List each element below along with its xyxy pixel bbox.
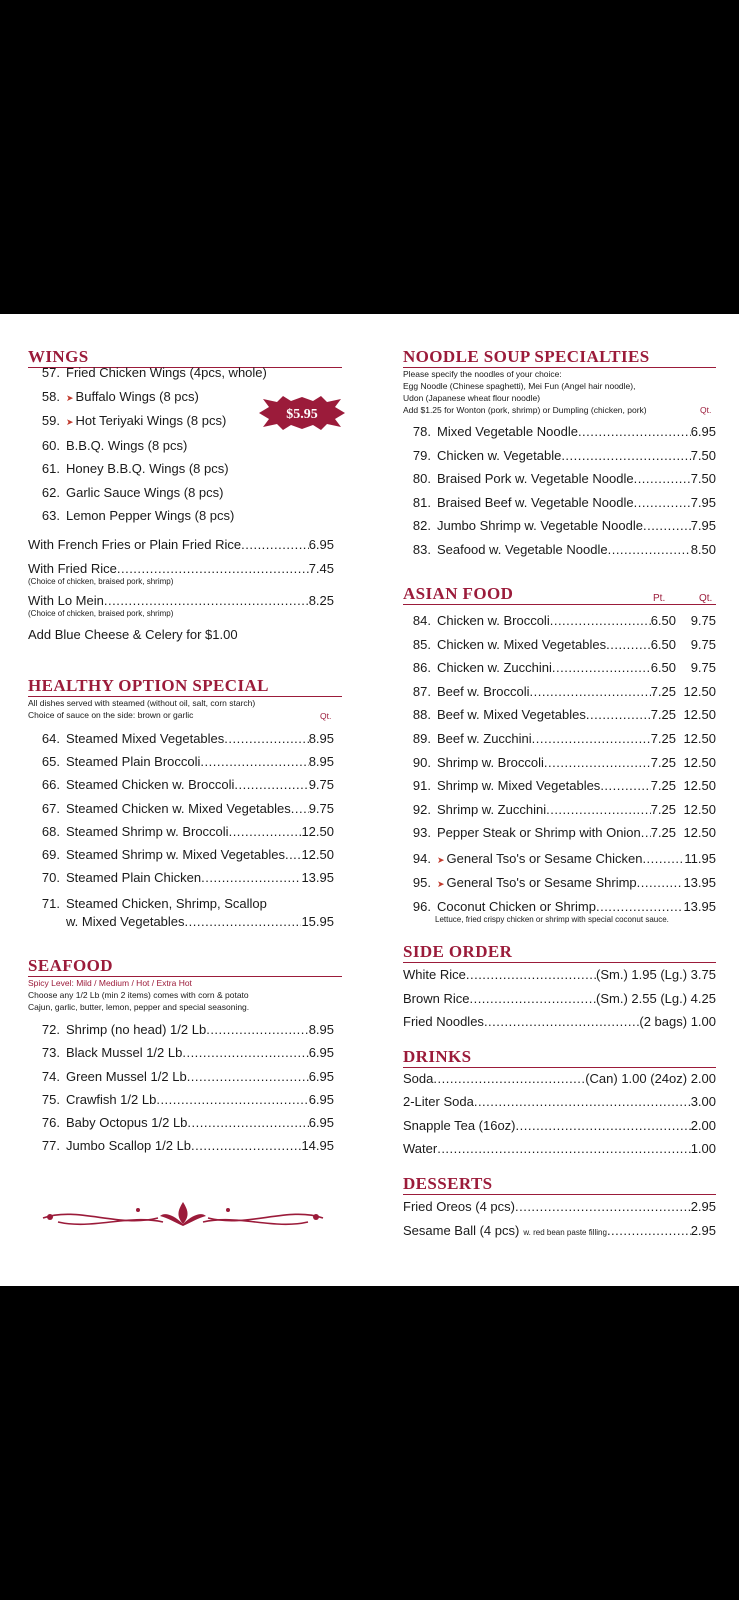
seafood-heading: SEAFOOD (28, 956, 342, 977)
item-name: With Fried Rice (28, 561, 117, 576)
noodle-note-1: Please specify the noodles of your choice: (403, 369, 562, 379)
item-price: 15.95 (301, 914, 334, 929)
item-price: 13.95 (683, 899, 716, 914)
extra-row (28, 561, 334, 577)
asian-list (399, 613, 716, 849)
item-number: 70. (41, 870, 60, 886)
item-name: Mixed Vegetable Noodle (437, 424, 578, 439)
dot-leader (234, 777, 308, 793)
item-name: B.B.Q. Wings (8 pcs) (66, 437, 188, 453)
item-price: 7.95 (690, 518, 716, 534)
item-price-qt: 9.75 (690, 660, 716, 676)
menu-item (399, 802, 716, 818)
item-price: (2 bags) 1.00 (639, 1014, 716, 1030)
dot-leader (546, 802, 651, 818)
dot-leader (156, 1092, 308, 1108)
item-price: 13.95 (683, 875, 716, 890)
item-price-pt: 7.25 (650, 707, 676, 723)
wings-addon: Add Blue Cheese & Celery for $1.00 (28, 627, 238, 642)
item-price-pt: 6.50 (650, 613, 676, 628)
item-price: (Can) 1.00 (24oz) 2.00 (585, 1071, 716, 1086)
menu-item (399, 755, 716, 771)
chili-pepper-icon: ➤ (437, 855, 445, 865)
dot-leader (578, 424, 691, 440)
menu-item (403, 967, 716, 983)
menu-item (399, 518, 716, 534)
item-name: Fried Chicken Wings (4pcs, whole) (66, 365, 267, 380)
healthy-item-71 (28, 896, 334, 930)
healthy-note-1: All dishes served with steamed (without oil, salt, corn starch) (28, 698, 256, 708)
item-name: Steamed Chicken w. Broccoli (66, 777, 235, 793)
chili-pepper-icon: ➤ (66, 417, 74, 427)
item-price-pt: 7.25 (650, 825, 676, 841)
item-price: 3.00 (690, 1094, 716, 1110)
item-price: 7.45 (308, 561, 334, 576)
item-number: 95. (412, 875, 431, 890)
extra-row (28, 593, 334, 609)
item-name: Beef w. Zucchini (437, 730, 532, 746)
item-number: 87. (412, 683, 431, 699)
menu-item (28, 1138, 334, 1154)
item-name-line2: w. Mixed Vegetables (66, 914, 185, 929)
noodle-heading: NOODLE SOUP SPECIALTIES (403, 347, 716, 368)
item-name: Shrimp w. Mixed Vegetables (437, 778, 601, 794)
menu-item (28, 1022, 334, 1038)
dot-leader (466, 967, 596, 983)
item-name: Fried Noodles (403, 1014, 484, 1030)
item-name: Coconut Chicken or Shrimp (437, 899, 596, 914)
item-number: 61. (41, 461, 60, 476)
item-note: Lettuce, fried crispy chicken or shrimp with special coconut sauce. (435, 915, 669, 924)
healthy-list (28, 731, 334, 893)
item-price: (Sm.) 1.95 (Lg.) 3.75 (596, 967, 716, 982)
item-price: 8.50 (690, 541, 716, 557)
item-number: 65. (41, 754, 60, 770)
wings-extras (28, 537, 342, 643)
menu-item (28, 1092, 334, 1108)
item-number: 86. (412, 660, 431, 676)
asian-item-96 (399, 899, 716, 925)
healthy-qt-label: Qt. (320, 711, 332, 721)
item-number: 76. (41, 1115, 60, 1131)
menu-item (399, 684, 716, 700)
item-price: 2.95 (690, 1223, 716, 1238)
chili-pepper-icon: ➤ (437, 879, 445, 889)
asian-title: ASIAN FOOD (403, 584, 514, 603)
dot-leader (643, 518, 691, 534)
item-price-pt: 6.50 (650, 636, 676, 652)
item-number: 78. (412, 424, 431, 439)
item-number: 73. (41, 1045, 60, 1061)
item-number: 57. (41, 365, 60, 380)
badge-price: $5.95 (286, 407, 318, 422)
price-starburst-badge (259, 396, 345, 430)
menu-item (399, 495, 716, 511)
menu-item (403, 1094, 716, 1110)
seafood-spicy-level: Spicy Level: Mild / Medium / Hot / Extra Hot (28, 978, 192, 988)
item-price-qt: 9.75 (690, 636, 716, 652)
item-price: 6.95 (308, 1115, 334, 1131)
item-price-qt: 12.50 (683, 825, 716, 841)
menu-item (403, 1118, 716, 1134)
item-price: 11.95 (684, 851, 716, 866)
menu-item (28, 461, 342, 477)
item-number: 69. (41, 846, 60, 862)
item-price: 1.00 (690, 1140, 716, 1156)
dot-leader (600, 778, 650, 794)
chili-pepper-icon: ➤ (66, 392, 74, 403)
dot-leader (606, 637, 651, 653)
item-price: 6.95 (308, 1068, 334, 1084)
menu-item (399, 542, 716, 558)
menu-item (403, 1141, 716, 1157)
item-sub-note: w. red bean paste filling (523, 1228, 607, 1237)
menu-item (403, 1014, 716, 1030)
item-price: 6.95 (690, 424, 716, 439)
item-number: 67. (41, 800, 60, 816)
menu-item (28, 754, 334, 770)
dot-leader (469, 991, 596, 1007)
menu-item (399, 637, 716, 653)
item-name: Garlic Sauce Wings (8 pcs) (66, 484, 224, 500)
item-name: Shrimp w. Broccoli (437, 754, 544, 770)
item-number: 59. (41, 413, 60, 428)
item-price: 8.25 (308, 593, 334, 608)
menu-item (28, 847, 334, 863)
menu-item (403, 1071, 716, 1087)
item-price-qt: 12.50 (683, 707, 716, 723)
item-name: Brown Rice (403, 990, 470, 1006)
item-price: 12.50 (301, 846, 334, 862)
dot-leader (117, 561, 309, 577)
item-number: 60. (41, 437, 60, 453)
dot-leader (634, 471, 691, 487)
item-price: 7.50 (690, 471, 716, 487)
item-name: Water (403, 1140, 438, 1156)
asian-item-94 (399, 851, 716, 868)
menu-item (28, 870, 334, 886)
noodle-qt-label: Qt. (700, 405, 712, 415)
item-price: 12.50 (301, 823, 334, 839)
item-price: 14.95 (301, 1138, 334, 1154)
seafood-note-2: Cajun, garlic, butter, lemon, pepper and special seasoning. (28, 1002, 250, 1012)
item-price: 8.95 (308, 754, 334, 770)
item-price: 2.00 (690, 1117, 716, 1133)
item-name: General Tso's or Sesame Shrimp (446, 875, 637, 890)
dot-leader (224, 731, 308, 747)
item-number: 85. (412, 636, 431, 652)
dot-leader (561, 448, 690, 464)
item-number: 71. (41, 896, 60, 911)
item-name: Snapple Tea (16oz) (403, 1117, 516, 1133)
item-name: Soda (403, 1071, 434, 1086)
item-price-qt: 12.50 (683, 683, 716, 699)
item-price-pt: 7.25 (650, 683, 676, 699)
menu-item (28, 731, 334, 747)
item-price: 7.95 (690, 494, 716, 510)
menu-item (403, 991, 716, 1007)
item-number: 75. (41, 1091, 60, 1107)
dot-leader (634, 495, 691, 511)
item-price-pt: 7.25 (650, 754, 676, 770)
ornament-divider (38, 1200, 328, 1234)
dot-leader (550, 613, 651, 629)
item-name: Shrimp (no head) 1/2 Lb (66, 1022, 207, 1037)
wings-list (28, 365, 342, 532)
item-number: 80. (412, 471, 431, 487)
menu-item (28, 1115, 334, 1131)
item-name: Jumbo Shrimp w. Vegetable Noodle (437, 518, 643, 534)
item-number: 83. (412, 541, 431, 557)
seafood-note-1: Choose any 1/2 Lb (min 2 items) comes with corn & potato (28, 990, 249, 1000)
item-number: 90. (412, 754, 431, 770)
item-name: White Rice (403, 967, 466, 982)
menu-item (28, 801, 334, 817)
item-name: 2-Liter Soda (403, 1094, 474, 1110)
menu-item (399, 613, 716, 629)
noodle-note-3: Udon (Japanese wheat flour noodle) (403, 393, 541, 403)
dot-leader (586, 707, 651, 723)
item-name: Steamed Shrimp w. Mixed Vegetables (66, 846, 285, 862)
item-number: 93. (412, 825, 431, 841)
item-number: 91. (412, 778, 431, 794)
dot-leader (433, 1071, 585, 1087)
item-number: 58. (41, 388, 60, 404)
item-name: Jumbo Scallop 1/2 Lb (66, 1138, 192, 1154)
item-price-pt: 7.25 (650, 801, 676, 817)
item-price: 9.75 (308, 777, 334, 793)
dot-leader (187, 1115, 308, 1131)
dot-leader (201, 870, 301, 886)
item-price-pt: 6.50 (650, 660, 676, 676)
dot-leader (474, 1094, 691, 1110)
item-name: Buffalo Wings (8 pcs) (75, 388, 199, 404)
menu-item (399, 778, 716, 794)
item-name: Steamed Chicken w. Mixed Vegetables (66, 800, 291, 816)
item-name: Chicken w. Vegetable (437, 447, 562, 463)
seafood-list (28, 1022, 334, 1162)
dot-leader (104, 593, 309, 609)
item-name: Steamed Plain Chicken (66, 870, 202, 886)
dot-leader (641, 825, 651, 841)
noodle-note-4: Add $1.25 for Wonton (pork, shrimp) or Dumpling (chicken, pork) (403, 405, 647, 415)
item-price-qt: 9.75 (690, 613, 716, 628)
menu-item (28, 1045, 334, 1061)
item-number: 84. (412, 613, 431, 628)
healthy-heading: HEALTHY OPTION SPECIAL (28, 676, 342, 697)
item-price: 2.95 (690, 1199, 716, 1214)
item-name: Steamed Plain Broccoli (66, 754, 201, 770)
item-number: 72. (41, 1022, 60, 1037)
item-name: Chicken w. Mixed Vegetables (437, 636, 607, 652)
menu-item (399, 707, 716, 723)
item-number: 63. (41, 508, 60, 523)
dot-leader (437, 1141, 690, 1157)
item-price: 8.95 (308, 1022, 334, 1037)
item-name: Braised Beef w. Vegetable Noodle (437, 494, 634, 510)
dot-leader (200, 754, 308, 770)
item-number: 94. (412, 851, 431, 866)
dot-leader (544, 755, 651, 771)
item-name: Steamed Shrimp w. Broccoli (66, 823, 229, 839)
drinks-heading: DRINKS (403, 1047, 716, 1068)
item-price: 9.75 (308, 800, 334, 816)
wings-extra-item (28, 593, 334, 619)
item-name: Chicken w. Broccoli (437, 613, 550, 628)
menu-item (399, 825, 716, 841)
noodle-list (399, 424, 716, 566)
desserts-heading: DESSERTS (403, 1174, 716, 1195)
item-price: 6.95 (308, 537, 334, 552)
item-name: Seafood w. Vegetable Noodle (437, 541, 608, 557)
item-name: With French Fries or Plain Fried Rice (28, 537, 242, 552)
dessert-item-2 (403, 1223, 716, 1239)
item-number: 64. (41, 731, 60, 746)
side-list (403, 967, 716, 1038)
item-price: 7.50 (690, 447, 716, 463)
item-name: Shrimp w. Zucchini (437, 801, 547, 817)
noodle-note-2: Egg Noodle (Chinese spaghetti), Mei Fun (Angel hair noodle), (403, 381, 636, 391)
item-price: 6.95 (308, 1045, 334, 1061)
menu-item (28, 508, 342, 524)
dot-leader (241, 537, 309, 553)
menu-item (28, 365, 342, 381)
item-note: (Choice of chicken, braised pork, shrimp) (28, 577, 174, 586)
item-number: 62. (41, 484, 60, 500)
item-name: Honey B.B.Q. Wings (8 pcs) (66, 461, 229, 476)
item-price-qt: 12.50 (683, 801, 716, 817)
item-number: 77. (41, 1138, 60, 1154)
dot-leader (608, 542, 691, 558)
item-name: Braised Pork w. Vegetable Noodle (437, 471, 634, 487)
menu-page (0, 314, 739, 1286)
item-price-pt: 7.25 (650, 730, 676, 746)
item-price: 13.95 (301, 870, 334, 886)
item-name: Fried Oreos (4 pcs) (403, 1199, 515, 1214)
item-price: 6.95 (308, 1091, 334, 1107)
menu-item (399, 731, 716, 747)
item-number: 96. (412, 899, 431, 914)
menu-item (399, 660, 716, 676)
item-note: (Choice of chicken, braised pork, shrimp) (28, 609, 174, 618)
item-number: 89. (412, 730, 431, 746)
item-number: 82. (412, 518, 431, 534)
side-heading: SIDE ORDER (403, 942, 716, 963)
dessert-item-1 (403, 1199, 716, 1215)
item-number: 74. (41, 1068, 60, 1084)
dot-leader (187, 1069, 309, 1085)
item-number: 79. (412, 447, 431, 463)
extra-row (28, 537, 334, 553)
item-price-qt: 12.50 (683, 778, 716, 794)
item-name: Baby Octopus 1/2 Lb (66, 1115, 188, 1131)
item-name: General Tso's or Sesame Chicken (446, 851, 643, 866)
item-name: Beef w. Mixed Vegetables (437, 707, 586, 723)
item-name: Steamed Chicken, Shrimp, Scallop (66, 896, 267, 911)
item-price: (Sm.) 2.55 (Lg.) 4.25 (596, 990, 716, 1006)
dot-leader (191, 1138, 301, 1154)
item-name: Hot Teriyaki Wings (8 pcs) (75, 413, 227, 428)
item-name: Green Mussel 1/2 Lb (66, 1068, 187, 1084)
menu-item (399, 424, 716, 440)
item-name: Black Mussel 1/2 Lb (66, 1045, 183, 1061)
item-price: 8.95 (308, 731, 334, 746)
menu-item (399, 471, 716, 487)
asian-heading (403, 584, 716, 605)
item-name: Lemon Pepper Wings (8 pcs) (66, 508, 235, 523)
item-number: 66. (41, 777, 60, 793)
menu-item (28, 438, 342, 454)
item-name: With Lo Mein (28, 593, 104, 608)
wings-heading: WINGS (28, 347, 342, 368)
dot-leader (532, 731, 651, 747)
item-number: 88. (412, 707, 431, 723)
asian-qt-label: Qt. (699, 593, 713, 604)
dot-leader (229, 824, 302, 840)
healthy-note-2: Choice of sauce on the side: brown or garlic (28, 710, 194, 720)
item-price-qt: 12.50 (683, 730, 716, 746)
dot-leader (516, 1118, 691, 1134)
item-name: Pepper Steak or Shrimp with Onion (437, 825, 641, 841)
dot-leader (206, 1022, 308, 1038)
item-number: 81. (412, 494, 431, 510)
wings-extra-item (28, 537, 334, 553)
item-number: 92. (412, 801, 431, 817)
menu-item (28, 824, 334, 840)
asian-pt-label: Pt. (653, 593, 666, 604)
wings-extra-item (28, 561, 334, 587)
dot-leader (484, 1014, 639, 1030)
item-name: Chicken w. Zucchini (437, 660, 552, 676)
drinks-list (403, 1071, 716, 1164)
dot-leader (530, 684, 651, 700)
menu-item (28, 485, 342, 501)
dot-leader (285, 847, 302, 863)
asian-item-95 (399, 875, 716, 892)
item-number: 68. (41, 823, 60, 839)
menu-item (399, 448, 716, 464)
item-price-pt: 7.25 (650, 778, 676, 794)
item-name: Beef w. Broccoli (437, 683, 530, 699)
item-name: Crawfish 1/2 Lb (66, 1091, 157, 1107)
menu-item (28, 1069, 334, 1085)
dot-leader (182, 1045, 308, 1061)
item-name: Sesame Ball (4 pcs) (403, 1223, 520, 1238)
item-price-qt: 12.50 (683, 754, 716, 770)
menu-item (28, 777, 334, 793)
item-name: Steamed Mixed Vegetables (66, 731, 225, 746)
dot-leader (291, 801, 309, 817)
dot-leader (552, 660, 651, 676)
